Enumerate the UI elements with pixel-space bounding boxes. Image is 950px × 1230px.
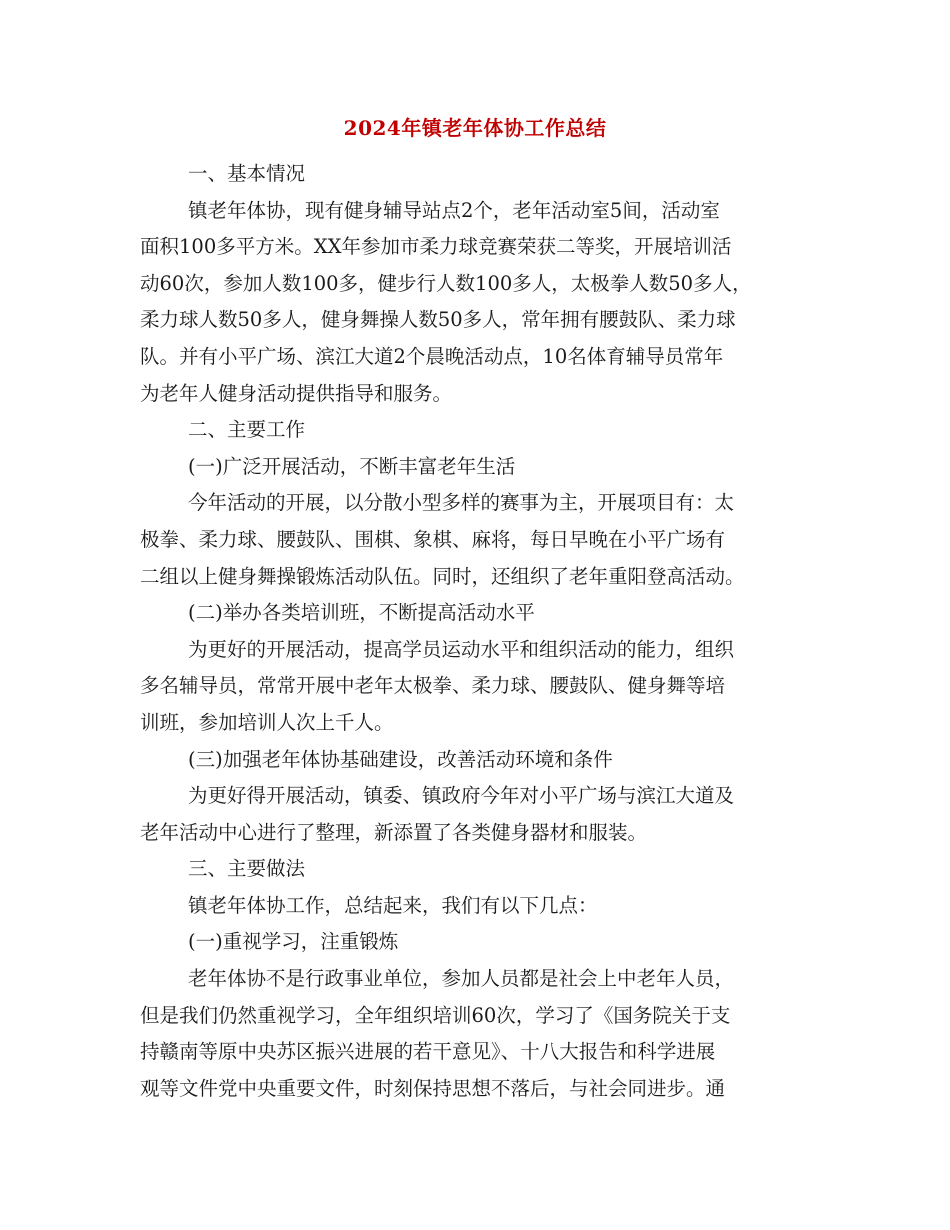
text-line: 为更好得开展活动，镇委、镇政府今年对小平广场与滨江大道及 bbox=[188, 784, 735, 808]
text-line: 为老年人健身活动提供指导和服务。 bbox=[140, 381, 453, 405]
document-body bbox=[140, 156, 830, 1107]
text-line: 三、主要做法 bbox=[188, 857, 306, 881]
text-line: 柔力球人数50多人，健身舞操人数50多人，常年拥有腰鼓队、柔力球 bbox=[140, 308, 736, 332]
text-line: 持赣南等原中央苏区振兴进展的若干意见》、十八大报告和科学进展 bbox=[140, 1040, 716, 1064]
text-line: (二)举办各类培训班，不断提高活动水平 bbox=[188, 601, 535, 625]
text-line: 多名辅导员，常常开展中老年太极拳、柔力球、腰鼓队、健身舞等培 bbox=[140, 674, 726, 698]
text-line: 镇老年体协工作，总结起来，我们有以下几点： bbox=[188, 893, 598, 917]
text-line: 为更好的开展活动，提高学员运动水平和组织活动的能力，组织 bbox=[188, 637, 735, 661]
text-line: 动60次，参加人数100多，健步行人数100多人，太极拳人数50多人， bbox=[140, 271, 752, 295]
text-line: 二、主要工作 bbox=[188, 418, 306, 442]
text-line: 极拳、柔力球、腰鼓队、围棋、象棋、麻将，每日早晚在小平广场有 bbox=[140, 527, 726, 551]
text-line: 今年活动的开展，以分散小型多样的赛事为主，开展项目有：太 bbox=[188, 491, 735, 515]
text-line: 老年体协不是行政事业单位，参加人员都是社会上中老年人员， bbox=[188, 967, 735, 991]
text-line: (一)广泛开展活动，不断丰富老年生活 bbox=[188, 454, 516, 478]
text-line: 老年活动中心进行了整理，新添置了各类健身器材和服装。 bbox=[140, 820, 648, 844]
text-line: (三)加强老年体协基础建设，改善活动环境和条件 bbox=[188, 747, 613, 771]
text-line: (一)重视学习，注重锻炼 bbox=[188, 930, 399, 954]
text-line: 观等文件党中央重要文件，时刻保持思想不落后，与社会同进步。通 bbox=[140, 1076, 726, 1100]
text-line: 训班，参加培训人次上千人。 bbox=[140, 710, 394, 734]
text-line: 但是我们仍然重视学习，全年组织培训60次，学习了《国务院关于支 bbox=[140, 1003, 731, 1027]
document-title: 2024年镇老年体协工作总结 bbox=[343, 116, 607, 140]
text-line: 镇老年体协，现有健身辅导站点2个，老年活动室5间，活动室 bbox=[188, 198, 720, 222]
text-line: 二组以上健身舞操锻炼活动队伍。同时，还组织了老年重阳登高活动。 bbox=[140, 564, 745, 588]
text-line: 队。并有小平广场、滨江大道2个晨晚活动点，10名体育辅导员常年 bbox=[140, 344, 724, 368]
text-line: 面积100多平方米。XX年参加市柔力球竞赛荣获二等奖，开展培训活 bbox=[140, 235, 732, 259]
text-line: 一、基本情况 bbox=[188, 162, 306, 185]
